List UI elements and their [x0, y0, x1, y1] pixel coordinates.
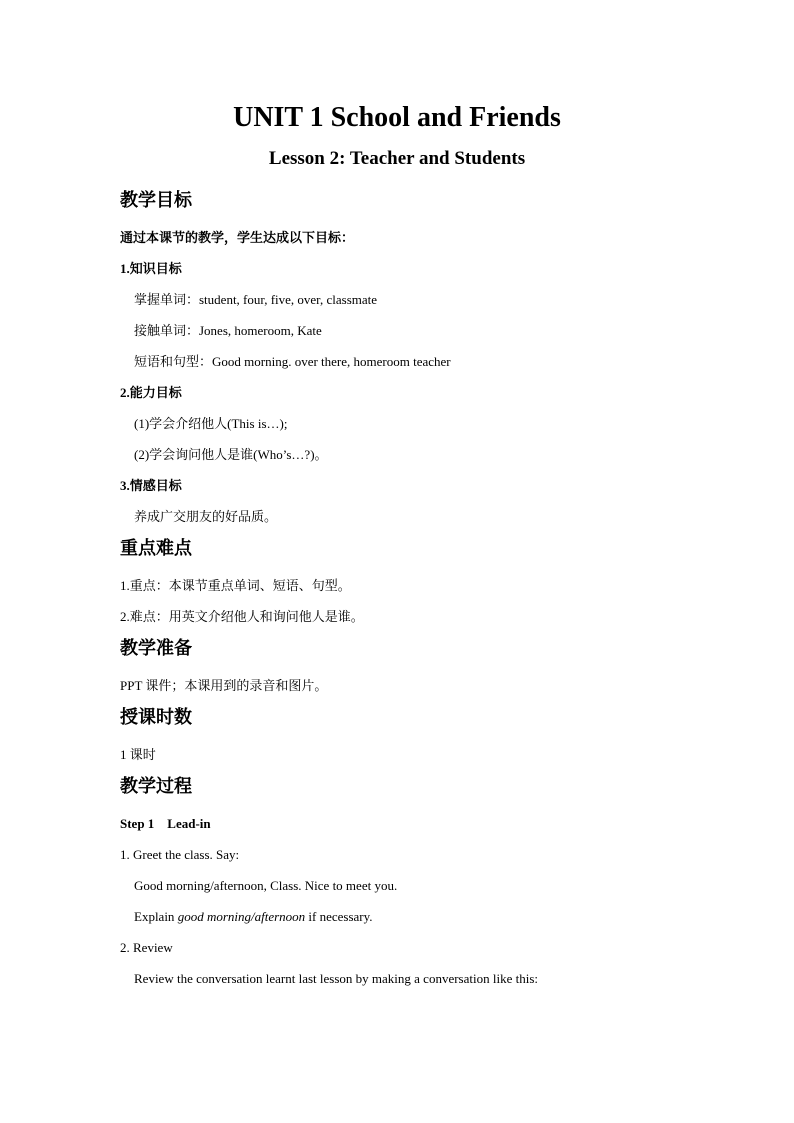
ability-item: (2)学会询问他人是谁(Who’s…?)。 — [134, 447, 328, 462]
knowledge-item: 接触单词：Jones, homeroom, Kate — [134, 323, 322, 338]
explain-italic: good morning/afternoon — [177, 909, 306, 924]
emotion-heading: 3.情感目标 — [120, 478, 182, 493]
hours-text: 1 课时 — [120, 747, 156, 762]
explain-prefix: Explain — [134, 909, 178, 924]
emotion-item: 养成广交朋友的好品质。 — [134, 509, 278, 524]
section-heading-objectives: 教学目标 — [120, 190, 192, 211]
section-heading-preparation: 教学准备 — [120, 638, 192, 659]
document-title: UNIT 1 School and Friends — [233, 102, 561, 133]
knowledge-item: 掌握单词：student, four, five, over, classmate — [134, 292, 378, 307]
ability-heading: 2.能力目标 — [120, 385, 182, 400]
ability-item: (1)学会介绍他人(This is…); — [134, 416, 288, 431]
review-line: Review the conversation learnt last lesson by making a conversation like this: — [134, 971, 538, 986]
document-body — [120, 186, 700, 994]
section-heading-process: 教学过程 — [120, 776, 192, 797]
lesson-subtitle: Lesson 2: Teacher and Students — [268, 148, 526, 169]
knowledge-heading: 1.知识目标 — [120, 261, 182, 276]
section-heading-key-points: 重点难点 — [120, 538, 192, 559]
key-point-item: 1.重点：本课节重点单词、短语、句型。 — [120, 578, 351, 593]
greet-instruction: 1. Greet the class. Say: — [120, 847, 240, 862]
review-instruction: 2. Review — [120, 940, 173, 955]
step-1-heading: Step 1 Lead-in — [120, 816, 211, 831]
preparation-text: PPT 课件；本课用到的录音和图片。 — [120, 678, 328, 693]
objectives-intro: 通过本课节的教学，学生达成以下目标： — [120, 230, 355, 245]
key-point-item: 2.难点：用英文介绍他人和询问他人是谁。 — [120, 609, 364, 624]
greet-line: Good morning/afternoon, Class. Nice to meet you. — [134, 878, 398, 893]
explain-suffix: if necessary. — [305, 909, 373, 924]
section-heading-hours: 授课时数 — [120, 707, 192, 728]
explain-line — [120, 901, 700, 932]
knowledge-item: 短语和句型：Good morning. over there, homeroom teacher — [134, 354, 451, 369]
